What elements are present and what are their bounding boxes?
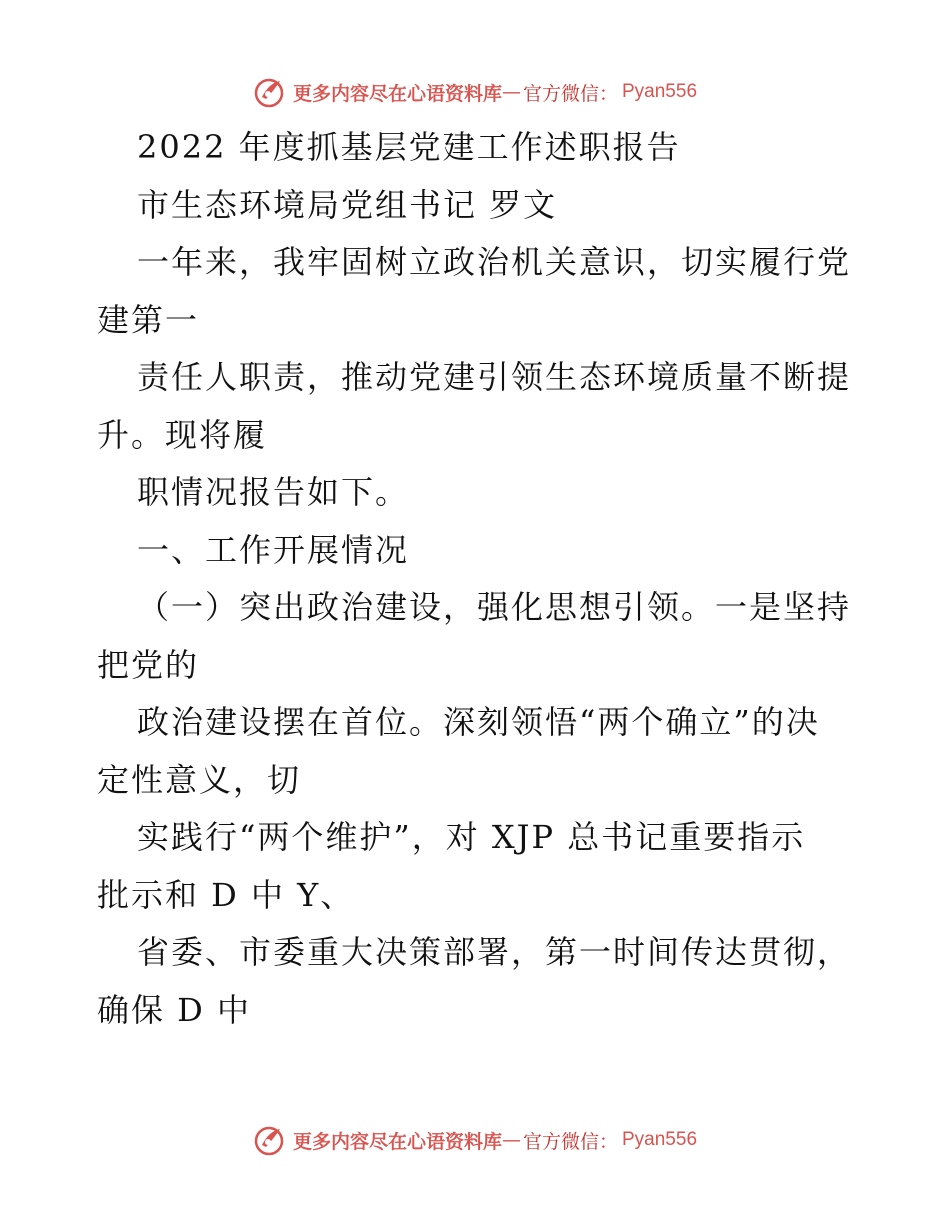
document-line: 定性意义，切 [97,760,302,799]
brand-logo-icon [253,1123,287,1157]
document-line: 把党的 [97,645,200,684]
document-body [97,119,867,1039]
watermark-banner-bottom [0,1120,950,1160]
watermark-label: 官方微信： [522,1130,618,1153]
watermark-separator: — [501,1129,521,1151]
watermark-wechat-id: Pyan556 [622,81,698,102]
watermark-wechat-id: Pyan556 [622,1129,698,1150]
document-line: 建第一 [97,300,200,339]
document-line: 一、工作开展情况 [137,530,410,569]
watermark-label: 官方微信： [522,82,618,105]
document-line: 职情况报告如下。 [137,473,410,511]
document-line: 一年来，我牢固树立政治机关意识，切实履行党 [137,243,852,281]
watermark-brand-text: 更多内容尽在心语资料库 [292,82,502,105]
document-line: 批示和 D 中 Y、 [97,875,355,914]
watermark-brand-text: 更多内容尽在心语资料库 [292,1130,502,1153]
document-line: 政治建设摆在首位。深刻领悟“两个确立”的决 [137,703,820,741]
document-line: 责任人职责，推动党建引领生态环境质量不断提 [137,358,852,396]
document-line: 省委、市委重大决策部署，第一时间传达贯彻， [137,933,852,971]
watermark-separator: — [501,81,521,103]
document-line: 升。现将履 [97,415,268,454]
watermark-banner-top [0,72,950,112]
document-line: 2022 年度抓基层党建工作述职报告 [137,128,681,166]
brand-logo-icon [253,75,287,109]
document-line: （一）突出政治建设，强化思想引领。一是坚持 [137,588,852,626]
document-line: 实践行“两个维护”，对 XJP 总书记重要指示 [137,818,806,856]
document-line: 市生态环境局党组书记 罗文 [137,185,558,224]
document-line: 确保 D 中 [97,990,252,1029]
